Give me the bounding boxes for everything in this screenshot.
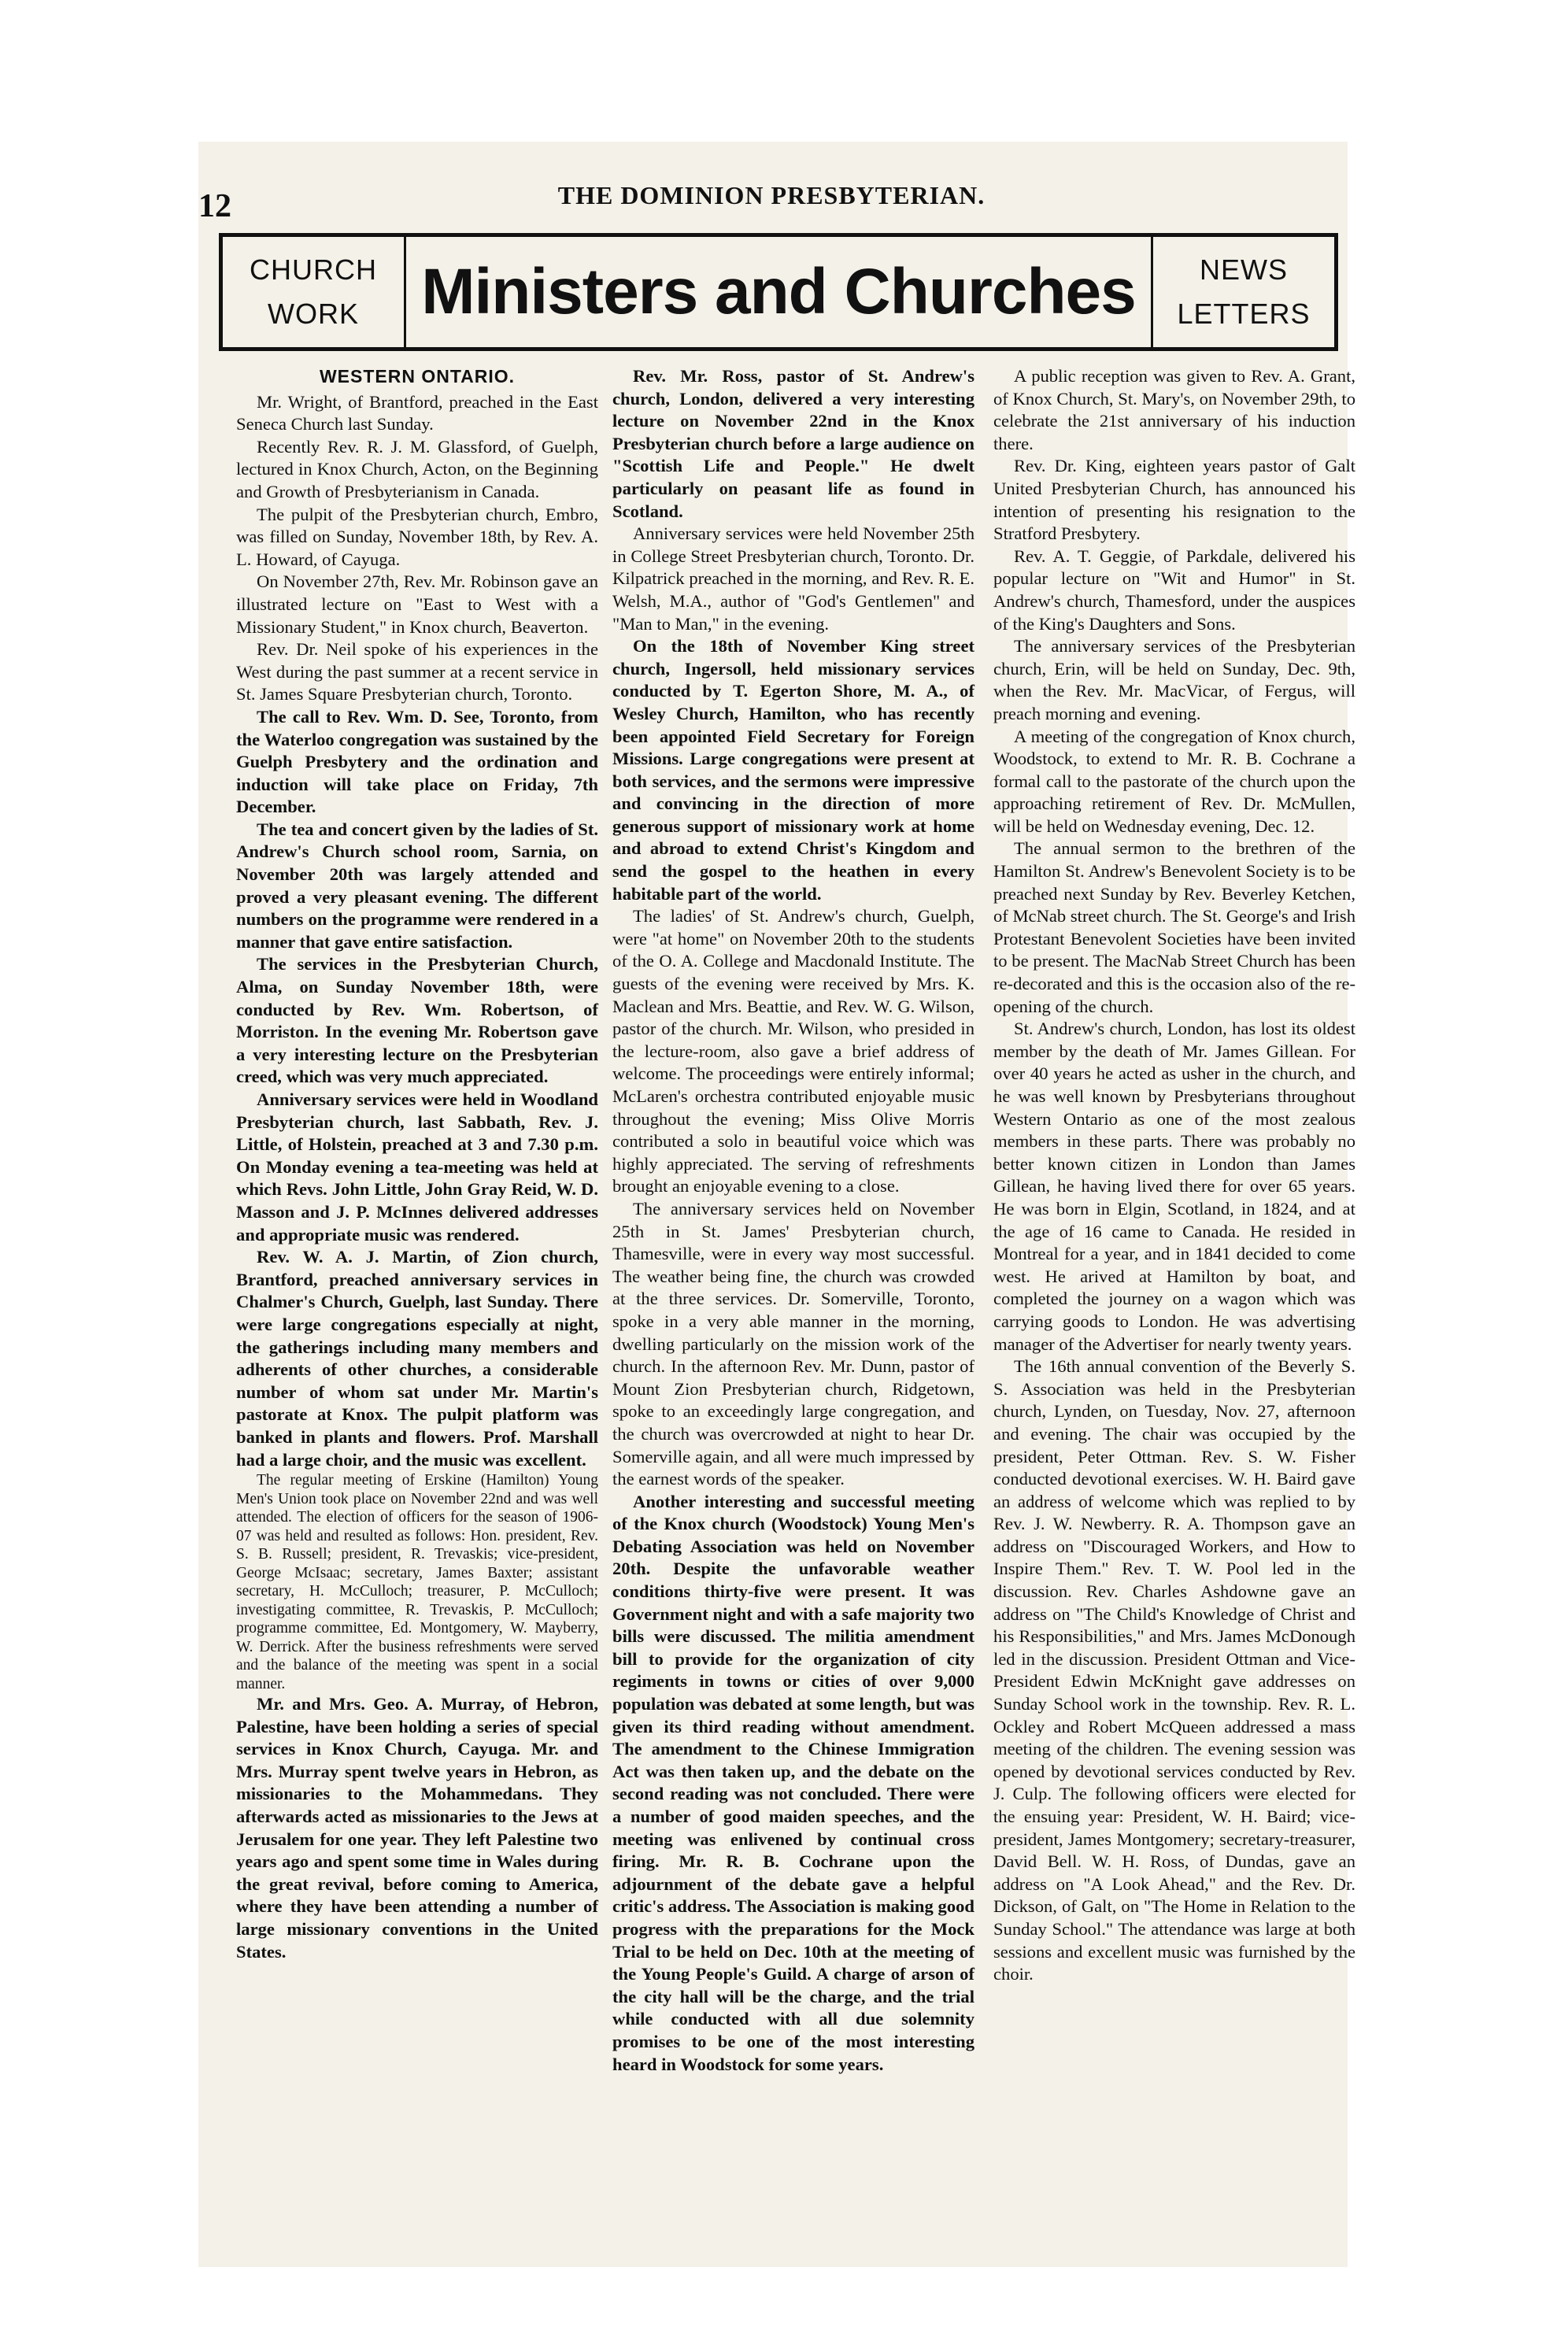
page-number: 12 (198, 188, 231, 224)
column-3 (993, 365, 1355, 1986)
news-item: St. Andrew's church, London, has lost its oldest member by the death of Mr. James Gillean. For over 40 years he acted as usher in the church, and he was well known by Presbyterians throughout Western Ontario as one of the most zealous members in these parts. There was probably no better known citizen in London than James Gillean, he having lived there for over 65 years. He was born in Elgin, Scotland, in 1824, and at the age of 16 came to Canada. He resided in Montreal for a year, and in 1841 decided to come west. He arived at Hamilton by boat, and completed the journey on a wagon which was carrying goods to London. He was advertising manager of the Advertiser for nearly twenty years. (993, 1019, 1355, 1354)
banner-right-line2: LETTERS (1177, 298, 1311, 330)
news-item: The 16th annual convention of the Beverly S. S. Association was held in the Presbyterian church, Lynden, on Tuesday, Nov. 27, afternoon and evening. The chair was occupied by the president, Peter Ottman. Rev. S. W. Fisher conducted devotional exercises. W. H. Baird gave an address of welcome which was replied to by Rev. J. W. Newberry. R. A. Thompson gave an address on "Discouraged Workers, and How to Inspire Them." Rev. T. W. Pool led in the discussion. Rev. Charles Ashdowne gave an address on "The Child's Knowledge of Christ and his Responsibilities," and Mrs. James McDonough led in the discussion. President Ottman and Vice-President Edwin McKnight gave addresses on Sunday School work in the township. Rev. R. L. Ockley and Robert McQueen addressed a mass meeting of the children. The evening session was opened by devotional services conducted by Rev. J. Culp. The following officers were elected for the ensuing year: President, W. H. Baird; vice-president, James Montgomery; secretary-treasurer, David Bell. W. H. Ross, of Dundas, gave an address on "A Look Ahead," and the Rev. Dr. Dickson, of Galt, on "The Home in Relation to the Sunday School." The attendance was large at both sessions and excellent music was furnished by the choir. (993, 1356, 1355, 1984)
news-item: Anniversary services were held November 25th in College Street Presbyterian church, Toronto. Dr. Kilpatrick preached in the morning, and Rev. R. E. Welsh, M.A., author of "God's Gentlemen" and "Man to Man," in the evening. (612, 523, 974, 634)
section-title: Ministers and Churches (421, 256, 1136, 327)
banner-right-label (1151, 237, 1334, 347)
news-item: The anniversary services held on November 25th in St. James' Presbyterian church, Thamesville, were in every way most successful. The weather being fine, the church was crowded at the three services. Dr. Somerville, Toronto, spoke in a very able manner in the morning, dwelling particularly on the mission work of the church. In the afternoon Rev. Mr. Dunn, pastor of Mount Zion Presbyterian church, Ridgetown, spoke to an exceedingly large congregation, and the church was overcrowded at night to hear Dr. Somerville again, and all were much impressed by the earnest words of the speaker. (612, 1198, 974, 1489)
section-banner (219, 233, 1338, 351)
news-item: The tea and concert given by the ladies of St. Andrew's Church school room, Sarnia, on November 20th was largely attended and proved a very pleasant evening. The different numbers on the programme were rendered in a manner that gave entire satisfaction. (236, 819, 598, 952)
news-item: The anniversary services of the Presbyterian church, Erin, will be held on Sunday, Dec. 9th, when the Rev. Mr. MacVicar, of Fergus, will preach morning and evening. (993, 636, 1355, 723)
news-item: Mr. Wright, of Brantford, preached in the East Seneca Church last Sunday. (236, 391, 598, 435)
news-item: A public reception was given to Rev. A. Grant, of Knox Church, St. Mary's, on November 29th, to celebrate the 21st anniversary of his induction there. (993, 366, 1355, 453)
news-item: Rev. Dr. King, eighteen years pastor of Galt United Presbyterian Church, has announced his intention of presenting his resignation to the Stratford Presbytery. (993, 456, 1355, 544)
news-item: Rev. A. T. Geggie, of Parkdale, delivered his popular lecture on "Wit and Humor" in St. Andrew's church, Thamesford, under the auspices of the King's Daughters and Sons. (993, 546, 1355, 634)
banner-left-line1: CHURCH (250, 253, 377, 286)
column-1 (236, 365, 598, 1963)
running-head: THE DOMINION PRESBYTERIAN. (557, 181, 986, 209)
banner-right-line1: NEWS (1200, 253, 1288, 286)
news-item: Another interesting and successful meeting of the Knox church (Woodstock) Young Men's Debating Association was held on November 20th. Despite the unfavorable weather conditions thirty-five were present. It was Government night and with a safe majority two bills were discussed. The militia amendment bill to provide for the organization of city regiments in towns or cities of over 9,000 population was debated at some length, but was given its third reading without amendment. The amendment to the Chinese Immigration Act was then taken up, and the debate on the second reading was not concluded. There were a number of good maiden speeches, and the meeting was enlivened by continual cross firing. Mr. R. B. Cochrane upon the adjournment of the debate gave a helpful critic's address. The Association is making good progress with the preparations for the Mock Trial to be held on Dec. 10th at the meeting of the Young People's Guild. A charge of arson of the city hall will be the charge, and the trial while conducted with all due solemnity promises to be one of the most interesting heard in Woodstock for some years. (612, 1491, 974, 2074)
news-item: The pulpit of the Presbyterian church, Embro, was filled on Sunday, November 18th, by Rev. A. L. Howard, of Cayuga. (236, 504, 598, 569)
news-item: The regular meeting of Erskine (Hamilton) Young Men's Union took place on November 22nd and was well attended. The election of officers for the season of 1906-07 was held and resulted as follows: Hon. president, Rev. S. B. Russell; president, R. Trevaskis; vice-president, George McIsaac; secretary, James Baxter; assistant secretary, H. McCulloch; treasurer, P. McCulloch; investigating committee, R. Trevaskis, P. McCulloch; programme committee, Ed. Montgomery, W. Mayberry, W. Derrick. After the business refreshments were served and the balance of the meeting was spent in a social manner. (236, 1472, 598, 1692)
news-item: The ladies' of St. Andrew's church, Guelph, were "at home" on November 20th to the students of the O. A. College and Macdonald Institute. The guests of the evening were received by Mrs. K. Maclean and Mrs. Beattie, and Rev. W. G. Wilson, pastor of the church. Mr. Wilson, who presided in the lecture-room, also gave a brief address of welcome. The proceedings were entirely informal; McLaren's orchestra contributed enjoyable music throughout the evening; Miss Olive Morris contributed a solo in beautiful voice which was highly appreciated. The serving of refreshments brought an enjoyable evening to a close. (612, 906, 974, 1196)
news-item: On November 27th, Rev. Mr. Robinson gave an illustrated lecture on "East to West with a Missionary Student," in Knox church, Beaverton. (236, 571, 598, 637)
news-item: On the 18th of November King street church, Ingersoll, held missionary services conducted by T. Egerton Shore, M. A., of Wesley Church, Hamilton, who has recently been appointed Field Secretary for Foreign Missions. Large congregations were present at both services, and the sermons were impressive and convincing in the direction of more generous support of missionary work at home and abroad to extend Christ's Kingdom and send the gospel to the heathen in every habitable part of the world. (612, 636, 974, 904)
column-2 (612, 365, 974, 2076)
news-item: Rev. Mr. Ross, pastor of St. Andrew's church, London, delivered a very interesting lecture on November 22nd in the Knox Presbyterian church before a large audience on "Scottish Life and People." He dwelt particularly on peasant life as found in Scotland. (612, 366, 974, 521)
news-item: The annual sermon to the brethren of the Hamilton St. Andrew's Benevolent Society is to be preached next Sunday by Rev. Beverley Ketchen, of McNab street church. The St. George's and Irish Protestant Benevolent Societies have been invited to be present. The MacNab Street Church has been re-decorated and this is the occasion also of the re-opening of the church. (993, 838, 1356, 1016)
news-item: Recently Rev. R. J. M. Glassford, of Guelph, lectured in Knox Church, Acton, on the Beginning and Growth of Presbyterianism in Canada. (236, 436, 598, 501)
banner-left-line2: WORK (268, 298, 359, 330)
column-heading: WESTERN ONTARIO. (319, 366, 516, 386)
news-item: Anniversary services were held in Woodland Presbyterian church, last Sabbath, Rev. J. Little, of Holstein, preached at 3 and 7.30 p.m. On Monday evening a tea-meeting was held at which Revs. John Little, John Gray Reid, W. D. Masson and J. P. McInnes delivered addresses and appropriate music was rendered. (236, 1089, 598, 1245)
news-item: Rev. Dr. Neil spoke of his experiences in the West during the past summer at a recent service in St. James Square Presbyterian church, Toronto. (236, 639, 598, 705)
news-item: The services in the Presbyterian Church, Alma, on Sunday November 18th, were conducted by Rev. Wm. Robertson, of Morriston. In the evening Mr. Robertson gave a very interesting lecture on the Presbyterian creed, which was very much appreciated. (236, 954, 598, 1087)
news-item: Rev. W. A. J. Martin, of Zion church, Brantford, preached anniversary services in Chalmer's Church, Guelph, last Sunday. There were large congregations especially at night, the gatherings including many members and adherents of other churches, a considerable number of whom sat under Mr. Martin's pastorate at Knox. The pulpit platform was banked in plants and flowers. Prof. Marshall had a large choir, and the music was excellent. (236, 1247, 598, 1470)
banner-left-label (223, 237, 406, 347)
news-item: The call to Rev. Wm. D. See, Toronto, from the Waterloo congregation was sustained by the Guelph Presbytery and the ordination and induction will take place on Friday, 7th December. (236, 706, 598, 817)
news-item: Mr. and Mrs. Geo. A. Murray, of Hebron, Palestine, have been holding a series of special services in Knox Church, Cayuga. Mr. and Mrs. Murray spent twelve years in Hebron, as missionaries to the Mohammedans. They afterwards acted as missionaries to the Jews at Jerusalem for one year. They left Palestine two years ago and spent some time in Wales during the great revival, before coming to America, where they have been attending a number of large missionary conventions in the United States. (236, 1694, 598, 1962)
news-item: A meeting of the congregation of Knox church, Woodstock, to extend to Mr. R. B. Cochrane a formal call to the pastorate of the church upon the approaching retirement of Rev. Dr. McMullen, will be held on Wednesday evening, Dec. 12. (993, 726, 1355, 836)
